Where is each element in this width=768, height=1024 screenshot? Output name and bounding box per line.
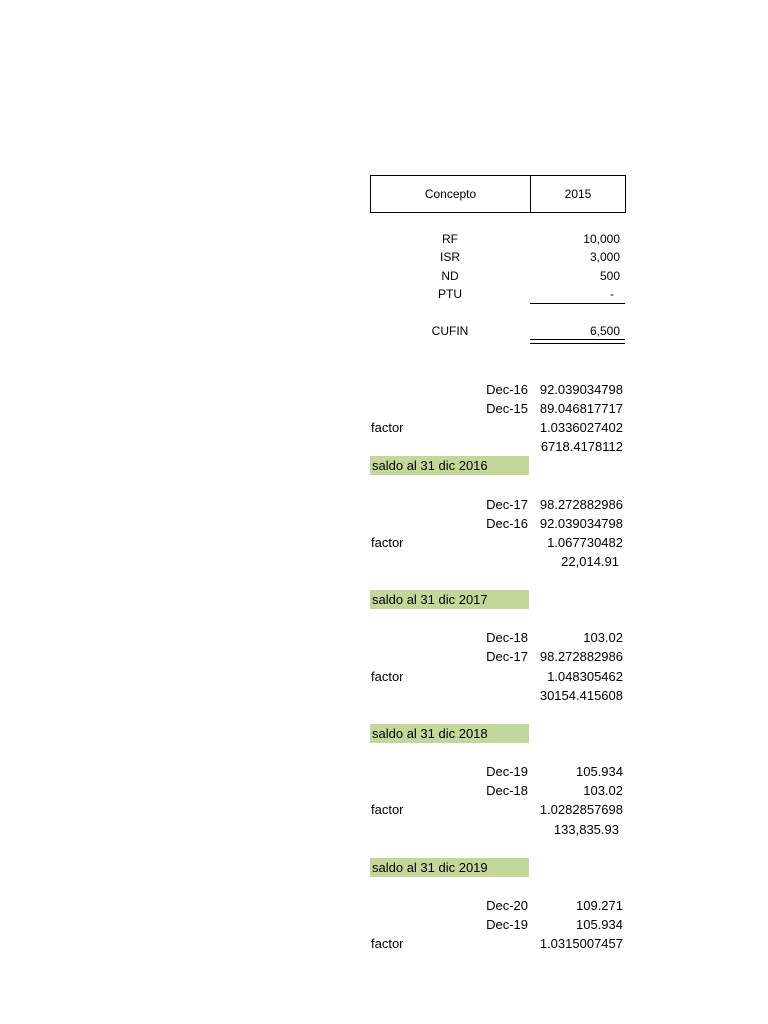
- total-double-underline: [530, 339, 625, 344]
- factor-value: 1.048305462: [547, 669, 623, 684]
- concept-label: ND: [441, 269, 459, 283]
- factor-value: 1.0315007457: [539, 936, 623, 951]
- index-date: Dec-20: [486, 898, 528, 913]
- header-year-cell: 2015: [564, 187, 592, 201]
- saldo-label: saldo al 31 dic 2017: [370, 590, 529, 609]
- index-date: Dec-17: [486, 497, 528, 512]
- saldo-label: saldo al 31 dic 2019: [370, 858, 529, 877]
- index-date: Dec-18: [486, 783, 528, 798]
- factor-row: [370, 533, 624, 552]
- concept-value: 3,000: [589, 250, 620, 264]
- index-value: 98.272882986: [539, 497, 623, 512]
- index-value: 89.046817717: [539, 401, 623, 416]
- concept-row-ptu: [370, 285, 624, 303]
- cufin-value: 6,500: [589, 324, 620, 338]
- result-row: [370, 552, 624, 571]
- index-row: [370, 380, 624, 399]
- index-value: 92.039034798: [539, 516, 623, 531]
- index-row: [370, 915, 624, 934]
- concept-label: PTU: [438, 287, 462, 301]
- index-value: 98.272882986: [539, 649, 623, 664]
- cufin-label: CUFIN: [431, 324, 469, 338]
- concept-value: -: [610, 287, 614, 301]
- concept-row-nd: [370, 267, 624, 285]
- factor-label: factor: [371, 802, 404, 817]
- index-date: Dec-16: [486, 516, 528, 531]
- saldo-label: saldo al 31 dic 2018: [370, 724, 529, 743]
- index-value: 105.934: [576, 917, 623, 932]
- factor-row: [370, 667, 624, 686]
- factor-label: factor: [371, 420, 404, 435]
- factor-label: factor: [371, 535, 404, 550]
- result-value: 6718.4178112: [540, 439, 623, 454]
- result-value: 133,835.93: [553, 822, 619, 837]
- result-value: 22,014.91: [561, 554, 619, 569]
- index-date: Dec-19: [486, 917, 528, 932]
- index-value: 103.02: [583, 783, 623, 798]
- concept-label: RF: [442, 232, 458, 246]
- subtotal-underline: [530, 303, 625, 304]
- factor-value: 1.0282857698: [539, 802, 623, 817]
- index-row: [370, 495, 624, 514]
- index-row: [370, 762, 624, 781]
- index-value: 105.934: [576, 764, 623, 779]
- factor-value: 1.0336027402: [539, 420, 623, 435]
- concept-value: 10,000: [583, 232, 620, 246]
- index-date: Dec-15: [486, 401, 528, 416]
- concept-row-isr: [370, 248, 624, 266]
- factor-row: [370, 934, 624, 953]
- saldo-label: saldo al 31 dic 2016: [370, 456, 529, 475]
- header-table: [370, 175, 626, 213]
- index-date: Dec-17: [486, 649, 528, 664]
- index-value: 103.02: [583, 630, 623, 645]
- result-row: [370, 437, 624, 456]
- index-row: [370, 781, 624, 800]
- index-row: [370, 514, 624, 533]
- factor-value: 1.067730482: [547, 535, 623, 550]
- factor-label: factor: [371, 669, 404, 684]
- concept-row-rf: [370, 230, 624, 248]
- result-row: [370, 820, 624, 839]
- index-date: Dec-18: [486, 630, 528, 645]
- index-date: Dec-19: [486, 764, 528, 779]
- factor-row: [370, 800, 624, 819]
- concept-value: 500: [599, 269, 620, 283]
- index-value: 109.271: [576, 898, 623, 913]
- index-row: [370, 628, 624, 647]
- cufin-row: [370, 322, 624, 340]
- index-date: Dec-16: [486, 382, 528, 397]
- index-row: [370, 399, 624, 418]
- factor-row: [370, 418, 624, 437]
- index-row: [370, 647, 624, 666]
- header-concept-cell: Concepto: [371, 176, 531, 212]
- index-row: [370, 896, 624, 915]
- factor-label: factor: [371, 936, 404, 951]
- result-value: 30154.415608: [539, 688, 623, 703]
- index-value: 92.039034798: [539, 382, 623, 397]
- result-row: [370, 686, 624, 705]
- concept-label: ISR: [439, 250, 460, 264]
